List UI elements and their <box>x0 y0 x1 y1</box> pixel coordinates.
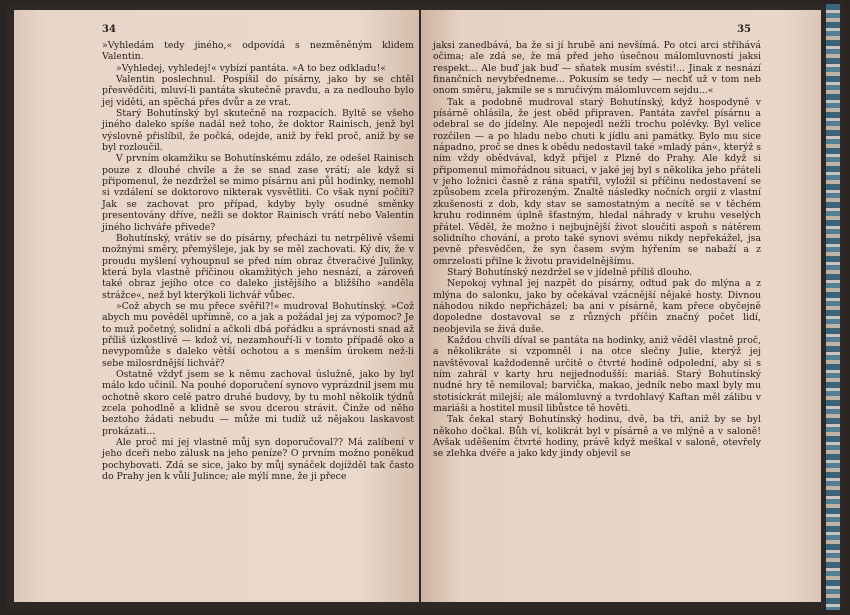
paragraph: Tak a podobně mudroval starý Bohutínský, když hospodyně v písárně ohlásila, že jest oběd připraven. Pantáta zavřel písárnu a odebral se do jídelny. Ale nepojedl nežli trochu polévky. Byl velice rozčilen — a po hladu nebo chuti k jídlu ani památky. Bylo mu sice nápadno, proč se dnes k obědu nedostavil také »mladý pán«, kterýž s ním vždy obědvával, když přijel z Plzně do Prahy. Ale když si připomenul mimořádnou situaci, v jaké jej byl s několika jeho přáteli v jeho ložnici časně z rána spatřil, vyložil si příčinu nedostavení se způsobem zcela přirozeným. Znaltě následky nočních orgií z vlastní zkušenosti z dob, kdy stav se samostatným a necítě se v těchém kruhu rodinném úplně šťastným, hledal náhrady v kruhu veselých přátel. Věděl, že možno i nejbujnější život sloučiti aspoň s nátěrem solidního chování, a proto také synovi svému nikdy nepřekážel, jsa pevně přesvědčen, že syn časem svým hýřením se nabaží a z omrzelosti přilne k životu pravidelnějšímu. <box>433 96 761 267</box>
paragraph: Ostatně vždyť jsem se k němu zachoval úslužně, jako by byl málo kdo učinil. Na pouhé doporučení synovo vyprázdnil jsem mu ochotně skoro celé patro druhé budovy, by tu mohl několik týdnů zcela pohodlně a klidně se svou dcerou strávit. Činže od něho beztoho žádati nebudu — může mi tudíž už nějakou laskavost prokázati... <box>102 368 414 437</box>
book-edge-decoration <box>826 4 840 610</box>
page-number-left: 34 <box>102 24 116 35</box>
paragraph: Valentin poslechnul. Pospíšil do písárny, jako by se chtěl přesvědčiti, mluví-li pantáta skutečně pravdu, a za nedlouho bylo jej viděti, an spěchá přes dvůr a ze vrat. <box>102 74 414 108</box>
paragraph: V prvním okamžiku se Bohutínskému zdálo, ze odešel Rainisch pouze z dlouhé chvíle a že se snad zase vrátí; ale když si připomenul, že nezdržel se mimo písárnu ani půl hodinky, nemohl si vzdálení se doktorovo nikterak vysvětliti. Co však nyní počíti? Jak se zachovat pro případ, kdyby byly osudné směnky presentovány dříve, nežli se doktor Rainisch vrátí nebo Valentin jiného lichváře přivede? <box>102 153 414 233</box>
paragraph: »Vyhledám tedy jiného,« odpovídá s nezměněným klidem Valentin. <box>102 40 414 63</box>
paragraph: jaksi zanedbává, ba že si jí hrubě ani nevšímá. Po otci arci střihává očima; ale zdá se, že má před jeho úsečnou málomluvností jaksi respekt... Ale buď jak buď — sňatek musím svésti!... Jinak z nesnází finančních nevybředneme... Pokusím se tedy — nechť už v tom neb onom směru, jakmile se s mručivým málomluvcem sejdu...« <box>433 40 761 97</box>
paragraph: »Vyhledej, vyhledej!« vybízí pantáta. »A to bez odkladu!« <box>116 62 386 74</box>
page-number-right: 35 <box>737 24 751 35</box>
paragraph: Starý Bohutínský byl skutečně na rozpacích. Byltě se všeho jiného daleko spíše nadál než toho, že doktor Rainisch, jenž byl výslovně přislíbil, že počká, odejde, aniž by řekl proč, aniž by se byl rozloučil. <box>102 108 414 154</box>
left-page <box>14 10 419 602</box>
right-page <box>421 10 821 602</box>
paragraph: Starý Bohutínský nezdržel se v jídelně příliš dlouho. <box>447 266 693 278</box>
book-spread <box>6 4 844 610</box>
left-page-text <box>102 40 414 482</box>
paragraph: Bohutínský, vrátiv se do písárny, přecházi tu netrpělivě všemi možnými směry, přemýšleje, jak by se měl zachovati. Ký div, že v proudu myšlení vyhoupnul se před ním obraz čtveračivé Julinky, která byla vlastně příčinou okamžitých jeho nesnází, a zároveň také obraz jejího otce co daleko jistějšího a bližšího »anděla strážce«, než byl kterýkoli lichvář vůbec. <box>102 232 414 301</box>
paragraph: »Což abych se mu přece svěřil?!« mudroval Bohutínský. »Což abych mu pověděl upřímně, co a jak a požádal jej za výpomoc? Je to muž početný, solidní a ačkoli dbá pořádku a správnosti snad až příliš úzkostlivě — kdož ví, nezamhouří-li v tomto případě oko a nevypomůže s daleko větší ochotou a s menším úrokem než-li sebe milosrdnější lichvář? <box>102 300 414 369</box>
paragraph: Ale proč mi jej vlastně můj syn doporučoval?? Má zalíbení v jeho dceři nebo zálusk na jeho peníze? O prvním možno poněkud pochybovati. Zdá se sice, jako by můj synáček dojížděl tak často do Prahy jen k vůli Julince; ale mýlí mne, že ji přece <box>102 437 414 483</box>
right-page-text <box>433 40 761 460</box>
paragraph: Nepokoj vyhnal jej nazpět do písárny, odtud pak do mlýna a z mlýna do salonku, jako by očekával vzácnější nějaké hosty. Divnou náhodou nikdo nepřicházel; ba ani v písárně, kam přece obyčejně dopoledne dostavoval se z různých příčin značný počet lidí, neobjevila se živá duše. <box>433 278 761 335</box>
paragraph: Každou chvíli díval se pantáta na hodinky, aniž věděl vlastně proč, a několikráte si vzpomněl i na otce slečny Julie, kterýž jej navštěvoval každodenně určitě o čtvrté hodině odpolední, aby si s ním zahrál v karty hru nejjednodušší: mariáš. Starý Bohutínský nudné hry tě nemiloval; barvička, makao, jedník nebo maxl byly mu stotisíckrát milejší; ale málomluvný a tvrdohlavý Kaftan měl zálibu v mariáši a hostitel musil libůstce tě hověti. <box>433 334 761 414</box>
paragraph: Tak čekal starý Bohutínský hodinu, dvě, ba tři, aniž by se byl někoho dočkal. Bůh ví, kolikrát byl v písárně a ve mlýně a v saloně! Avšak uděšením čtvrté hodiny, právě když meškal v saloně, otevřely se zlehka dvéře a jako kdy jindy objevil se <box>433 414 761 460</box>
